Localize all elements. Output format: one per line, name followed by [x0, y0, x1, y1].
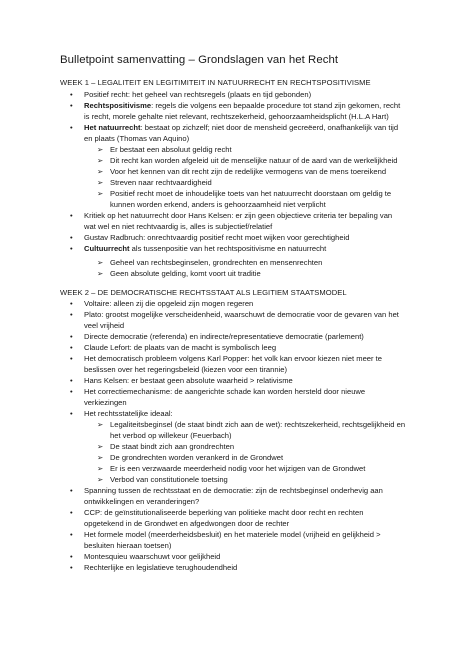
arrow-bullet-icon: ➢ — [97, 442, 104, 451]
bullet-icon: • — [70, 232, 73, 242]
sub-list-item: ➢ Geheel van rechtsbeginselen, grondrechten en mensenrechten — [97, 257, 323, 267]
bullet-icon: • — [70, 552, 73, 561]
week2-list — [60, 298, 428, 573]
week1-heading: WEEK 1 – LEGALITEIT EN LEGITIMITEIT IN NATUURRECHT EN RECHTSPOSITIVISME — [60, 78, 371, 87]
sub-list-item: ➢ Streven naar rechtvaardigheid — [97, 177, 212, 187]
arrow-bullet-icon: ➢ — [97, 453, 104, 462]
list-item: • Gustav Radbruch: onrechtvaardig positief recht moet wijken voor gerechtigheid — [70, 232, 350, 242]
sub-list-item: ➢ De staat bindt zich aan grondrechten — [97, 442, 235, 451]
arrow-bullet-icon: ➢ — [97, 475, 104, 484]
sub-list-item: ➢ Voor het kennen van dit recht zijn de redelijke vermogens van de mens toereikend — [97, 166, 387, 176]
sub-list-item: ➢ Dit recht kan worden afgeleid uit de menselijke natuur of de aard van de werkelijkheid — [97, 155, 398, 165]
list-item: • Claude Lefort: de plaats van de macht is symbolisch leeg — [70, 343, 277, 352]
list-item: • Het rechtsstatelijke ideaal: — [70, 409, 173, 418]
list-item: • Het natuurrecht: bestaat op zichzelf; niet door de mensheid gecreëerd, onafhankelijk van tijd en plaats (Thomas van Aquino) — [70, 122, 399, 143]
list-item: • Hans Kelsen: er bestaat geen absolute waarheid > relativisme — [70, 376, 293, 385]
bullet-icon: • — [70, 210, 73, 220]
list-item: • Kritiek op het natuurrecht door Hans Kelsen: er zijn geen objectieve criteria ter bepaling van wat wel en niet rechtvaardig is, alles is subjectief/relatief — [70, 210, 393, 231]
sub-list-item: ➢ Verbod van constitutionele toetsing — [97, 475, 228, 484]
bullet-icon: • — [70, 332, 73, 341]
arrow-bullet-icon: ➢ — [97, 268, 104, 278]
list-item: • Cultuurrecht als tussenpositie van het rechtspositivisme en natuurrecht — [70, 243, 327, 253]
bullet-icon: • — [70, 89, 73, 99]
bullet-icon: • — [70, 563, 73, 572]
bullet-icon: • — [70, 530, 73, 539]
list-item: • Rechterlijke en legislatieve terughoudendheid — [70, 563, 238, 572]
bullet-icon: • — [70, 243, 73, 253]
arrow-bullet-icon: ➢ — [97, 420, 104, 429]
sub-list-item: ➢ Er is een verzwaarde meerderheid nodig voor het wijzigen van de Grondwet — [97, 464, 366, 473]
list-item: • Montesquieu waarschuwt voor gelijkheid — [70, 552, 221, 561]
document-title: Bulletpoint samenvatting – Grondslagen van het Recht — [60, 54, 339, 66]
bullet-icon: • — [70, 486, 73, 495]
list-item: • Voltaire: alleen zij die opgeleid zijn mogen regeren — [70, 299, 254, 308]
bullet-icon: • — [70, 508, 73, 517]
arrow-bullet-icon: ➢ — [97, 257, 104, 267]
arrow-bullet-icon: ➢ — [97, 155, 104, 165]
list-item: • Het democratisch probleem volgens Karl Popper: het volk kan ervoor kiezen niet meer te beslissen over het regeringsbeleid (kiezen voor een tirannie) — [70, 354, 382, 374]
list-item: • Rechtspositivisme: regels die volgens een bepaalde procedure tot stand zijn gekomen, recht is recht, morele gehalte niet relevant, rechtszekerheid, gehoorzaamheidsplicht (H.L.A Hart) — [70, 100, 401, 121]
sub-list-item: ➢ Geen absolute gelding, komt voort uit traditie — [97, 268, 261, 278]
week2-heading: WEEK 2 – DE DEMOCRATISCHE RECHTSSTAAT ALS LEGITIEM STAATSMODEL — [60, 287, 347, 297]
sub-list-item: ➢ Positief recht moet de inhoudelijke toets van het natuurrecht doorstaan om geldig te kunnen worden erkend, anders is gehoorzaamheid niet verplicht — [97, 188, 392, 209]
sub-list-item: ➢ Er bestaat een absoluut geldig recht — [97, 144, 232, 154]
list-item: • Spanning tussen de rechtsstaat en de democratie: zijn de rechtsbeginsel onderhevig aan ontwikkelingen en veranderingen? — [70, 486, 383, 506]
sub-list-item: ➢ De grondrechten worden verankerd in de Grondwet — [97, 453, 284, 462]
list-item: • Het correctiemechanisme: de aangerichte schade kan worden hersteld door nieuwe verkiezingen — [70, 387, 366, 407]
sub-list-item: ➢ Legaliteitsbeginsel (de staat bindt zich aan de wet): rechtszekerheid, rechtsgelijkheid en het verbod op willekeur (Feuerbach) — [97, 420, 406, 440]
bullet-icon: • — [70, 376, 73, 385]
bullet-icon: • — [70, 310, 73, 319]
week1-list — [60, 89, 428, 279]
bullet-icon: • — [70, 299, 73, 308]
list-item: • Het formele model (meerderheidsbesluit) en het materiele model (vrijheid en gelijkheid > besluiten hieraan toetsen) — [70, 530, 381, 550]
bullet-icon: • — [70, 122, 73, 132]
list-item: • Plato: grootst mogelijke verscheidenheid, waarschuwt de democratie voor de gevaren van het veel vrijheid — [70, 310, 399, 330]
bullet-icon: • — [70, 387, 73, 396]
bullet-icon: • — [70, 409, 73, 418]
bullet-icon: • — [70, 343, 73, 352]
list-item: • Positief recht: het geheel van rechtsregels (plaats en tijd gebonden) — [70, 89, 312, 99]
list-item: • CCP: de geïnstitutionaliseerde beperking van politieke macht door recht en rechten opgetekend in de Grondwet en afgedwongen door de rechter — [70, 508, 364, 528]
bullet-icon: • — [70, 100, 73, 110]
arrow-bullet-icon: ➢ — [97, 464, 104, 473]
arrow-bullet-icon: ➢ — [97, 144, 104, 154]
bullet-icon: • — [70, 354, 73, 363]
arrow-bullet-icon: ➢ — [97, 177, 104, 187]
arrow-bullet-icon: ➢ — [97, 188, 104, 198]
arrow-bullet-icon: ➢ — [97, 166, 104, 176]
list-item: • Directe democratie (referenda) en indirecte/representatieve democratie (parlement) — [70, 332, 364, 341]
